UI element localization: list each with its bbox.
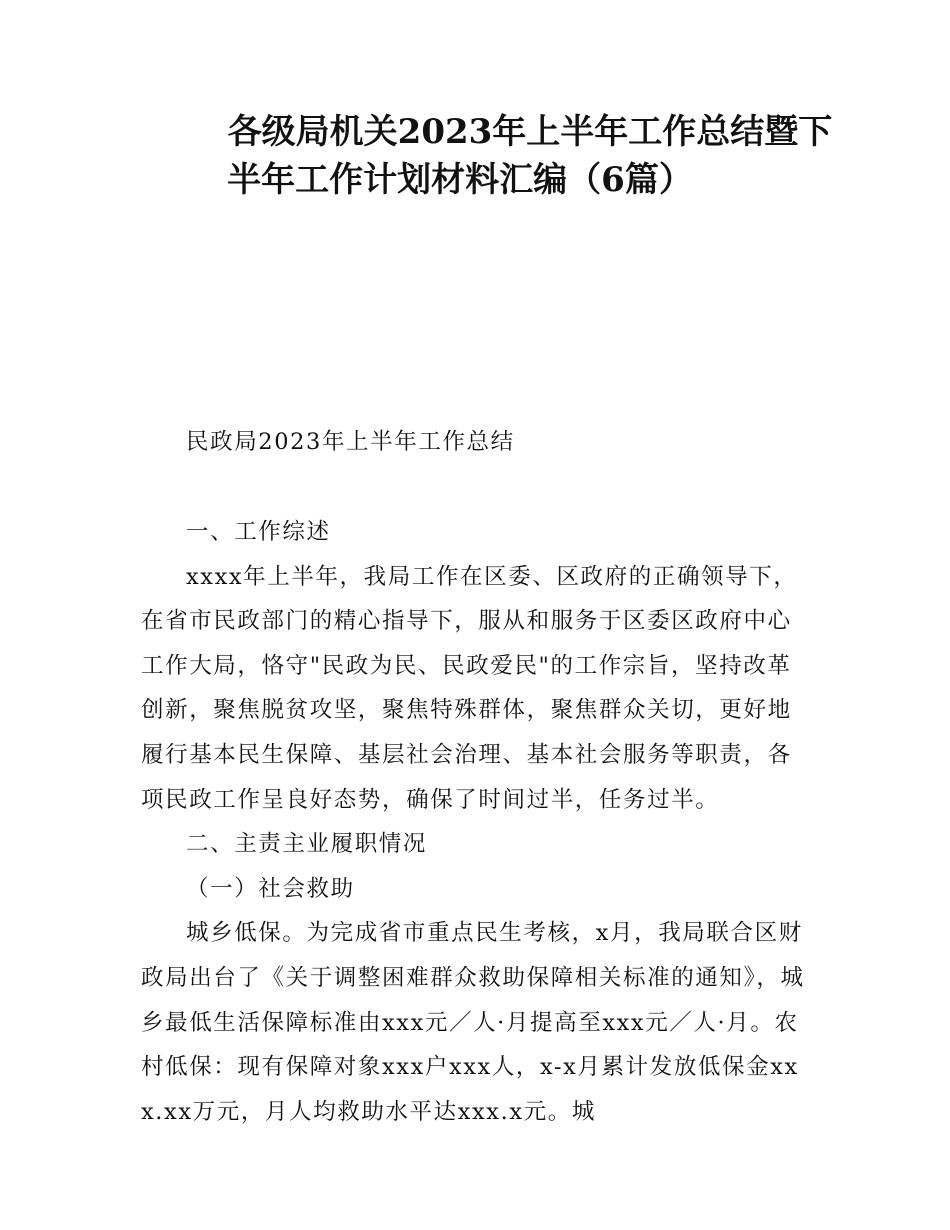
heading-duties: 二、主责主业履职情况 [186,831,428,858]
paragraph-overview: xxxx年上半年，我局工作在区委、区政府的正确领导下，在省市民政部门的精心指导下，服从和服务于区委区政府中心工作大局，恪守"民政为民、民政爱民"的工作宗旨，坚持改革创新，聚焦脱贫攻坚，聚焦特殊群体，聚焦群众关切，更好地履行基本民生保障、基层社会治理、基本社会服务等职责，各项民政工作呈良好态势，确保了时间过半，任务过半。 [141,563,798,813]
section-title: 民政局2023年上半年工作总结 [186,429,515,455]
paragraph-minimum-living: 城乡低保。为完成省市重点民生考核，x月，我局联合区财政局出台了《关于调整困难群众救助保障相关标准的通知》，城乡最低生活保障标准由xxx元／人·月提高至xxx元／人·月。农村低保：现有保障对象xxx户xxx人，x-x月累计发放低保金xxx.xx万元，月人均救助水平达xxx.x元。城 [141,920,805,1125]
heading-work-summary: 一、工作综述 [186,519,331,545]
document-body [141,510,813,1134]
section-title-block [141,420,813,465]
document-title-line-2: 半年工作计划材料汇编（6篇） [227,160,693,200]
document-title [140,108,860,204]
subheading-social-assistance: （一）社会救助 [186,875,355,902]
document-title-line-1: 各级局机关2023年上半年工作总结暨下 [227,112,833,152]
